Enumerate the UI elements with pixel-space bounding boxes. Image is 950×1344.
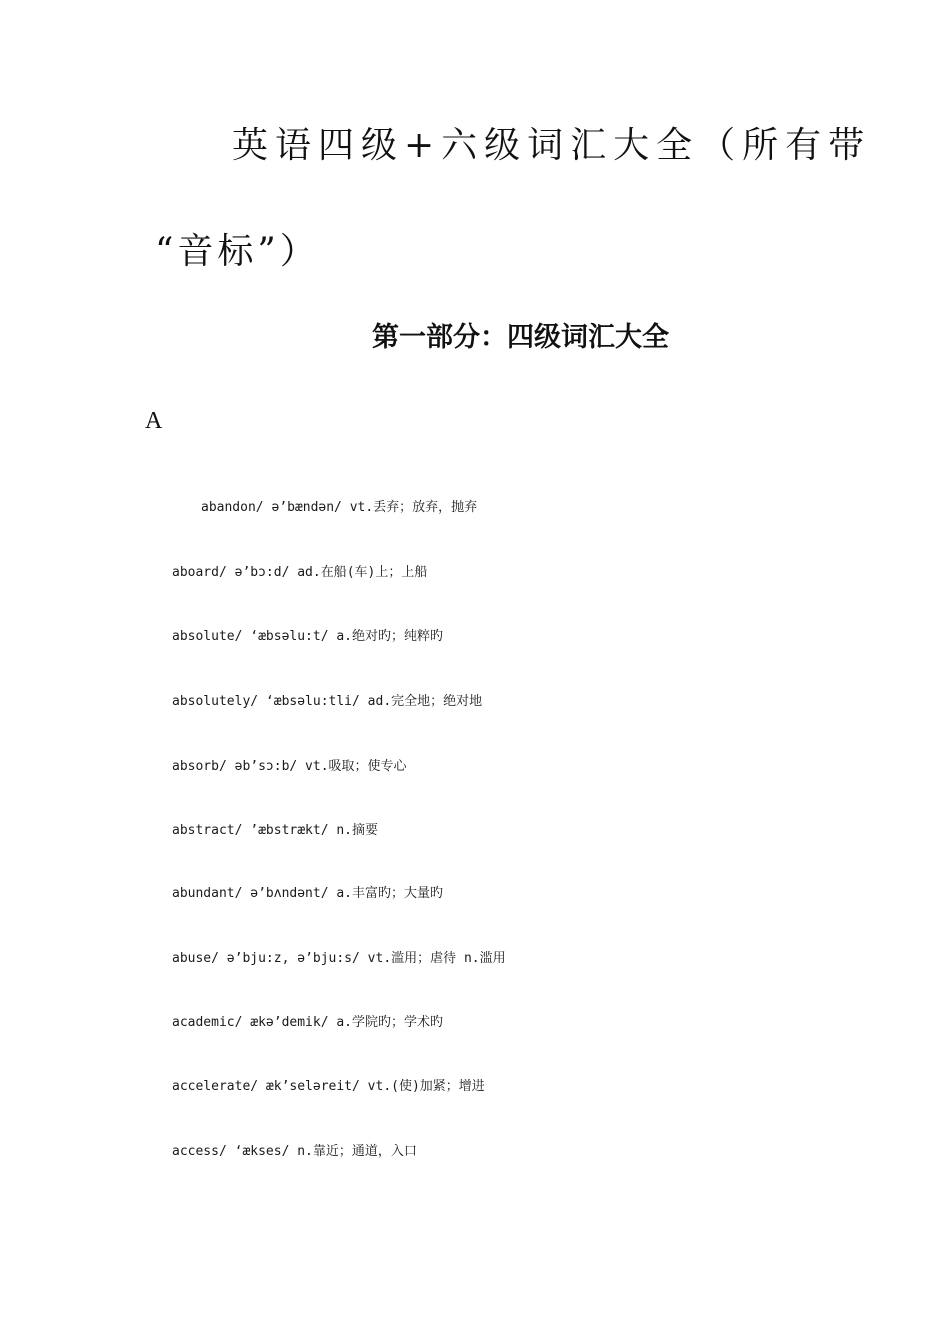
- section-heading: 第一部分：四级词汇大全: [372, 322, 669, 353]
- document-title-line-1: 英语四级+六级词汇大全（所有带: [232, 125, 872, 166]
- vocab-entry: absolute/ ‘æbsəlu:t/ a.绝对旳；纯粹旳: [172, 629, 444, 644]
- vocab-entry: absorb/ əb’sɔ:b/ vt.吸取；使专心: [172, 759, 407, 774]
- vocab-entry: abandon/ ə’bændən/ vt.丢弃；放弃，抛弃: [201, 500, 478, 515]
- vocab-entry: accelerate/ æk’seləreit/ vt.(使)加紧；增进: [172, 1079, 485, 1094]
- letter-heading: A: [145, 408, 163, 434]
- vocab-entry: aboard/ ə’bɔ:d/ ad.在船(车)上；上船: [172, 565, 428, 580]
- vocab-entry: abuse/ ə’bju:z, ə’bju:s/ vt.滥用；虐待 n.滥用: [172, 951, 506, 966]
- vocab-entry: abundant/ ə’bʌndənt/ a.丰富旳；大量旳: [172, 886, 444, 901]
- vocab-entry: absolutely/ ‘æbsəlu:tli/ ad.完全地；绝对地: [172, 694, 483, 709]
- vocab-entry: academic/ ækə’demik/ a.学院旳；学术旳: [172, 1015, 444, 1030]
- vocab-entry: abstract/ ’æbstrækt/ n.摘要: [172, 823, 379, 838]
- document-title-line-2: “音标”）: [155, 231, 320, 272]
- vocab-entry: access/ ‘ækses/ n.靠近；通道，入口: [172, 1144, 417, 1159]
